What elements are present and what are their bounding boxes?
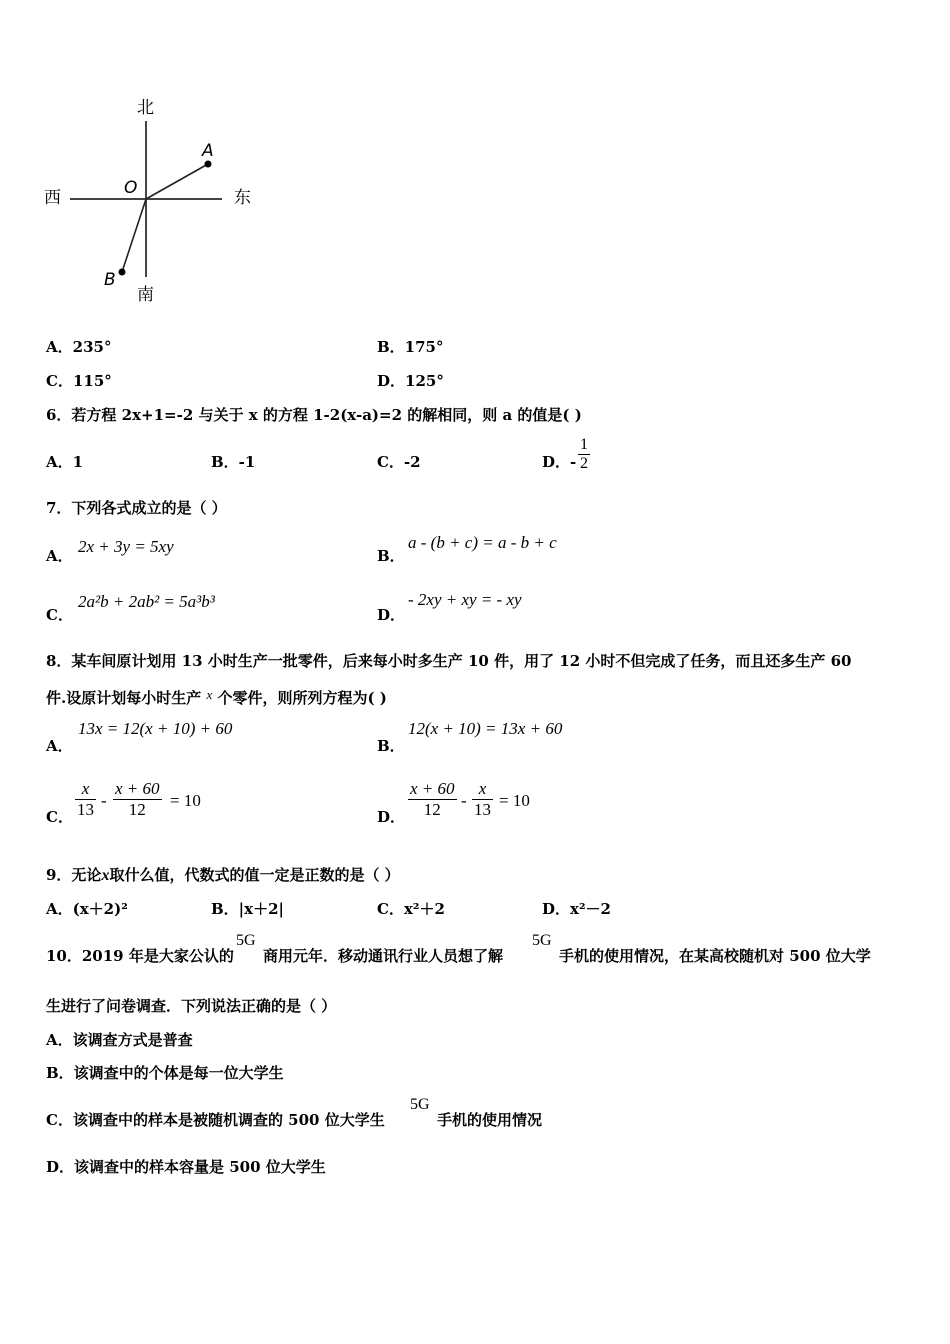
q10-stem-part2: 商用元年．移动通讯行业人员想了解 xyxy=(263,947,504,965)
q8-label-d: D． xyxy=(377,808,406,826)
label-north: 北 xyxy=(137,98,154,118)
q7-expr-b: a - (b + c) = a - b + c xyxy=(408,533,557,552)
q10-option-c-part1: C．该调查中的样本是被随机调查的 500 位大学生 xyxy=(46,1111,385,1129)
q8-d-rhs: = 10 xyxy=(499,791,530,810)
q10-5g-tag-2: 5G xyxy=(532,932,552,949)
q9-option-d: D．x²－2 xyxy=(542,900,611,918)
label-south: 南 xyxy=(137,285,154,305)
q10-option-b: B．该调查中的个体是每一位大学生 xyxy=(46,1064,284,1082)
q10-5g-tag-1: 5G xyxy=(236,932,256,949)
q8-label-a: A． xyxy=(46,737,73,755)
q10-5g-tag-3: 5G xyxy=(410,1096,430,1113)
q9-stem xyxy=(46,864,400,885)
q8-d-fraction-1 xyxy=(408,779,457,820)
q6-option-a: A．1 xyxy=(46,453,84,471)
q8-expr-a: 13x = 12(x + 10) + 60 xyxy=(78,719,233,738)
q8-expr-b: 12(x + 10) = 13x + 60 xyxy=(408,719,563,738)
ray-oa xyxy=(146,164,208,199)
q8-d-fraction-2 xyxy=(472,779,493,820)
q6-stem: 6．若方程 2x+1=-2 与关于 x 的方程 1-2(x-a)=2 的解相同，则 a 的值是( ) xyxy=(46,406,582,424)
point-b-dot xyxy=(119,269,126,276)
ray-ob xyxy=(122,199,146,272)
q10-stem-line2: 生进行了问卷调查．下列说法正确的是（ ） xyxy=(46,997,337,1015)
q8-c-f2-num: x + 60 xyxy=(115,779,160,798)
q8-stem-line1: 8．某车间原计划用 13 小时生产一批零件，后来每小时多生产 10 件，用了 12 小时不但完成了任务，而且还多生产 60 xyxy=(46,652,852,670)
q8-stem-line2-b: 个零件，则所列方程为( ) xyxy=(217,689,387,707)
q7-label-c: C． xyxy=(46,606,73,624)
q5-option-b: B．175° xyxy=(377,338,444,356)
q8-c-rhs: = 10 xyxy=(170,791,201,810)
label-west: 西 xyxy=(44,188,61,208)
q7-expr-d: - 2xy + xy = - xy xyxy=(408,590,522,609)
q7-stem: 7．下列各式成立的是（ ） xyxy=(46,499,227,517)
q8-c-operator: - xyxy=(101,791,107,810)
point-a-dot xyxy=(205,161,212,168)
q8-label-c: C． xyxy=(46,808,73,826)
q7-label-a: A． xyxy=(46,547,73,565)
q10-option-d: D．该调查中的样本容量是 500 位大学生 xyxy=(46,1158,326,1176)
q9-option-b: B．|x＋2| xyxy=(211,900,284,918)
q8-d-operator: - xyxy=(461,791,467,810)
q9-stem-var: x xyxy=(101,867,110,884)
q5-option-d: D．125° xyxy=(377,372,444,390)
q8-label-b: B． xyxy=(377,737,405,755)
q10-stem-part3: 手机的使用情况，在某高校随机对 500 位大学 xyxy=(559,947,871,965)
q5-option-c: C．115° xyxy=(46,372,112,390)
q7-expr-a: 2x + 3y = 5xy xyxy=(78,537,174,556)
q6-option-c: C．-2 xyxy=(377,453,421,471)
q8-c-f2-den: 12 xyxy=(128,800,146,819)
q10-option-a: A．该调查方式是普查 xyxy=(46,1031,193,1049)
label-b: B xyxy=(104,270,116,290)
q6-option-d-fraction xyxy=(578,436,590,473)
q5-option-a: A．235° xyxy=(46,338,112,356)
q8-d-f2-den: 13 xyxy=(474,800,491,819)
q6-d-numerator: 1 xyxy=(580,436,588,453)
q8-d-f2-num: x xyxy=(472,779,493,800)
q10-stem-part1: 10．2019 年是大家公认的 xyxy=(46,947,234,965)
q8-c-fraction-1 xyxy=(75,779,96,820)
q8-c-f1-num: x xyxy=(75,779,96,800)
q6-option-b: B．-1 xyxy=(211,453,256,471)
q6-d-denominator: 2 xyxy=(580,455,588,472)
q7-expr-c: 2a²b + 2ab² = 5a³b³ xyxy=(78,592,215,611)
q8-stem-var: x xyxy=(206,687,213,702)
q8-stem-line2-a: 件.设原计划每小时生产 xyxy=(46,689,202,707)
q8-d-f1-den: 12 xyxy=(423,800,441,819)
q9-stem-a: 9．无论 xyxy=(46,866,102,884)
q7-label-d: D． xyxy=(377,606,406,624)
q10-option-c-part2: 手机的使用情况 xyxy=(437,1111,543,1129)
q9-stem-b: 取什么值，代数式的值一定是正数的是（ ） xyxy=(109,866,400,884)
q8-c-fraction-2 xyxy=(113,779,162,820)
q9-option-c: C．x²＋2 xyxy=(377,900,445,918)
label-east: 东 xyxy=(234,188,251,208)
q6-option-d-label: D．- xyxy=(542,453,577,471)
q8-c-f1-den: 13 xyxy=(77,800,94,819)
q7-label-b: B． xyxy=(377,547,405,565)
q9-option-a: A．(x＋2)² xyxy=(46,900,128,918)
compass-diagram xyxy=(40,95,270,310)
q8-stem-line2 xyxy=(46,687,387,708)
label-origin: O xyxy=(124,178,138,198)
q8-d-f1-num: x + 60 xyxy=(410,779,455,798)
label-a: A xyxy=(202,141,214,161)
